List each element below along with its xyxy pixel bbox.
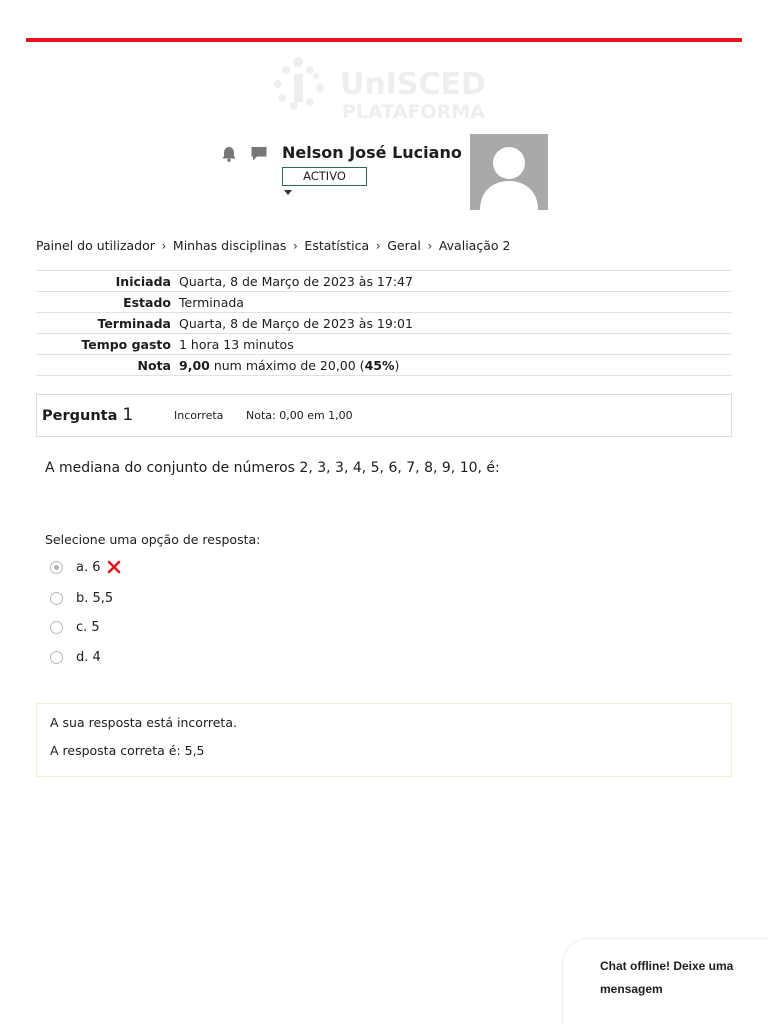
question-info-box — [36, 394, 732, 437]
summary-row — [36, 271, 732, 292]
question-number-value: 1 — [122, 405, 134, 425]
answer-option-a[interactable] — [50, 557, 121, 577]
chat-widget[interactable] — [562, 938, 768, 1024]
breadcrumb-course[interactable]: Estatística — [304, 238, 370, 253]
status-badge: ACTIVO — [282, 167, 367, 186]
option-label: c. 5 — [76, 619, 100, 635]
logo-text-sub: PLATAFORMA — [342, 101, 485, 122]
breadcrumb-quiz[interactable]: Avaliação 2 — [438, 238, 511, 253]
option-label: b. 5,5 — [76, 590, 114, 606]
chevron-right-icon: › — [161, 238, 167, 253]
breadcrumb-section[interactable]: Geral — [387, 238, 421, 253]
feedback-box — [36, 703, 732, 777]
summary-label: Estado — [123, 294, 171, 310]
chat-offline-message[interactable] — [600, 955, 750, 1001]
radio-button[interactable] — [50, 651, 63, 664]
radio-button[interactable] — [50, 592, 63, 605]
top-accent-rule — [26, 38, 742, 42]
answer-option-b[interactable] — [50, 588, 113, 608]
answer-option-c[interactable] — [50, 617, 100, 637]
chevron-right-icon: › — [293, 238, 298, 253]
answer-option-d[interactable] — [50, 647, 101, 667]
summary-row — [36, 313, 732, 334]
question-text: A mediana do conjunto de números 2, 3, 3, 4, 5, 6, 7, 8, 9, 10, é: — [45, 460, 500, 476]
question-grade: Nota: 0,00 em 1,00 — [246, 409, 353, 422]
question-state: Incorreta — [174, 409, 224, 422]
logo-text-main: UnISCED — [340, 67, 486, 102]
breadcrumb-dashboard[interactable]: Painel do utilizador — [36, 238, 155, 253]
grade-close: ) — [394, 357, 400, 373]
chat-line: Chat offline! Deixe uma — [600, 959, 734, 973]
grade-score: 9,00 — [179, 357, 210, 373]
caret-down-icon[interactable] — [284, 190, 292, 195]
option-label: d. 4 — [76, 649, 101, 665]
summary-value: 1 hora 13 minutos — [179, 336, 294, 352]
chevron-right-icon: › — [427, 238, 433, 253]
grade-text: num máximo de 20,00 ( — [213, 357, 365, 373]
summary-row — [36, 292, 732, 313]
summary-label: Iniciada — [115, 273, 171, 289]
grade-percent: 45% — [364, 357, 395, 373]
summary-value: Terminada — [179, 294, 244, 310]
chevron-right-icon: › — [375, 238, 381, 253]
question-number — [42, 405, 133, 425]
cross-icon — [107, 560, 121, 574]
breadcrumb-my-courses[interactable]: Minhas disciplinas — [172, 238, 287, 253]
summary-label: Tempo gasto — [81, 336, 171, 352]
user-name[interactable]: Nelson José Luciano — [282, 143, 462, 162]
option-label: a. 6 — [76, 559, 101, 575]
summary-label: Terminada — [97, 315, 171, 331]
chat-line: mensagem — [600, 982, 663, 996]
breadcrumb — [36, 238, 510, 253]
summary-value: Quarta, 8 de Março de 2023 às 17:47 — [179, 273, 413, 289]
radio-button[interactable] — [50, 561, 63, 574]
bell-icon[interactable] — [220, 145, 238, 163]
avatar[interactable] — [470, 134, 548, 210]
question-label: Pergunta — [42, 408, 118, 424]
user-menu[interactable] — [218, 134, 558, 214]
summary-value: Quarta, 8 de Março de 2023 às 19:01 — [179, 315, 413, 331]
unisced-logo[interactable] — [264, 54, 504, 122]
feedback-incorrect: A sua resposta está incorreta. — [50, 715, 237, 730]
message-icon[interactable] — [250, 145, 268, 163]
feedback-correct-answer: A resposta correta é: 5,5 — [50, 743, 205, 758]
answer-prompt: Selecione uma opção de resposta: — [45, 532, 261, 547]
radio-button[interactable] — [50, 621, 63, 634]
summary-label: Nota — [137, 357, 171, 373]
summary-grade-value — [179, 355, 732, 376]
summary-row-grade — [36, 355, 732, 376]
attempt-summary-table — [36, 270, 732, 376]
summary-row — [36, 334, 732, 355]
